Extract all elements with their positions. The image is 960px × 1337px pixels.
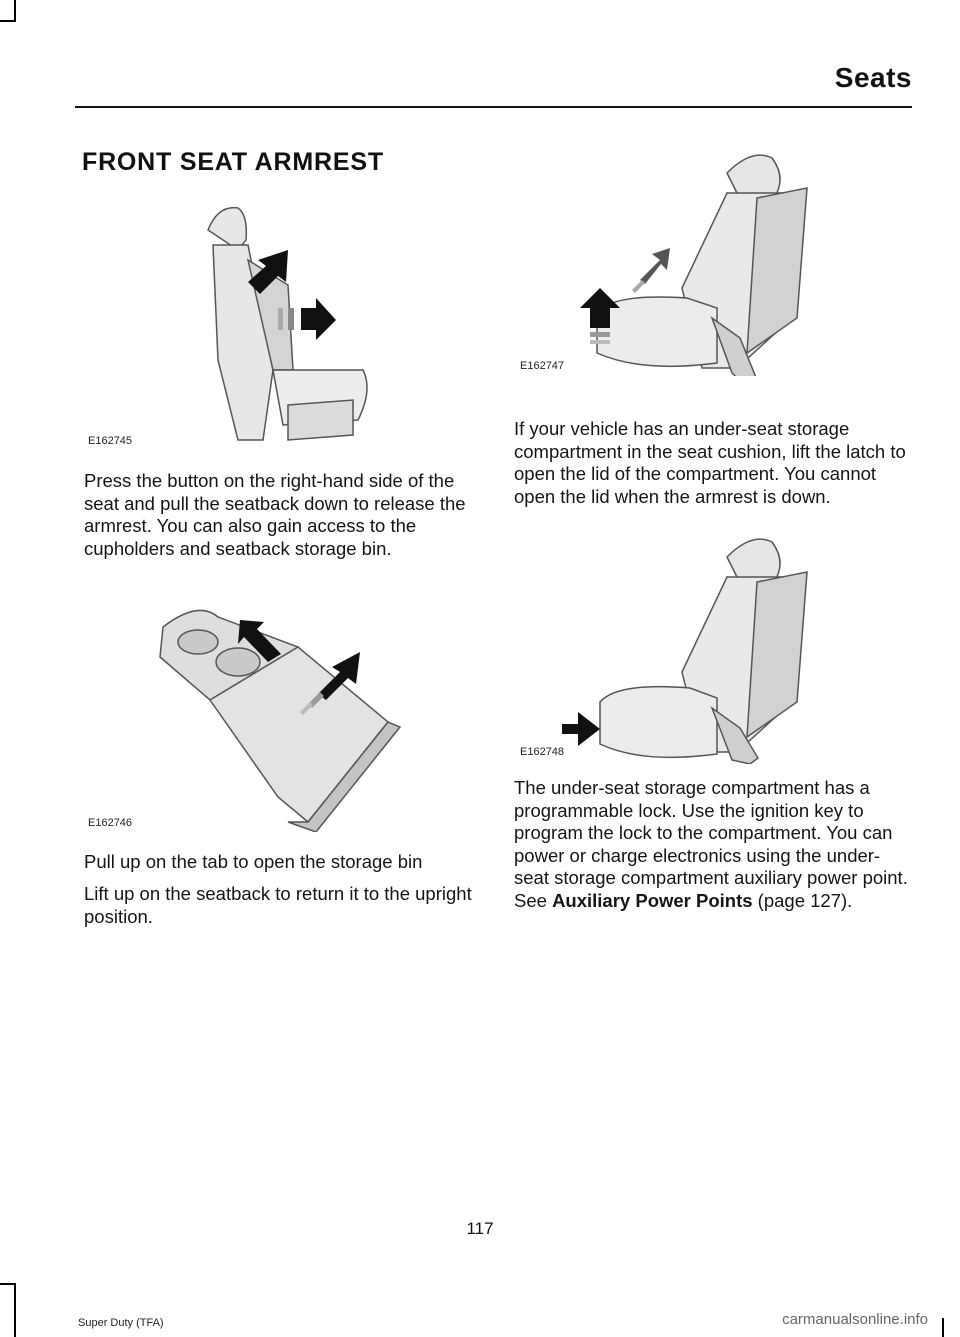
watermark: carmanualsonline.info (782, 1311, 928, 1328)
paragraph-storage-bin: Pull up on the tab to open the storage bin (84, 851, 423, 872)
figure-under-seat-storage-lift (512, 148, 904, 376)
figure-code: E162745 (88, 435, 133, 447)
figure-code: E162746 (88, 817, 133, 829)
paragraph-under-seat-storage: If your vehicle has an under-seat storage compartment in the seat cushion, lift the latch to open the lid of the compartment. You cannot open the lid when the armrest is down. (514, 418, 906, 507)
crop-mark (14, 1283, 16, 1337)
paragraph-text: The under-seat storage compartment has a programmable lock. Use the ignition key to program the lock to the compartment. You can power or charge electronics using the under-seat storage compartment auxiliary power point. See (514, 777, 908, 911)
page-reference: (page 127). (752, 889, 853, 911)
crop-mark (942, 1318, 944, 1337)
section-title: FRONT SEAT ARMREST (82, 148, 384, 176)
figure-armrest-storage-bin (88, 592, 478, 832)
crop-mark (14, 0, 16, 22)
document-name: Super Duty (TFA) (78, 1317, 164, 1329)
cross-reference-link[interactable]: Auxiliary Power Points (552, 889, 753, 911)
crop-mark (0, 20, 16, 22)
header-divider (75, 106, 912, 108)
figure-code: E162747 (520, 360, 565, 372)
figure-under-seat-lock (512, 532, 904, 764)
figure-code: E162748 (520, 746, 565, 758)
figure-seat-armrest-release (88, 190, 478, 450)
paragraph-armrest-release: Press the button on the right-hand side of the seat and pull the seatback down to release the armrest. You can also gain access to the cupholders and seatback storage bin. (84, 470, 466, 559)
page-number: 117 (466, 1219, 494, 1238)
paragraph-programmable-lock (514, 777, 910, 912)
crop-mark (0, 1283, 16, 1285)
page-header-title: Seats (834, 62, 912, 93)
paragraph-return-seatback: Lift up on the seatback to return it to the upright position. (84, 883, 472, 927)
